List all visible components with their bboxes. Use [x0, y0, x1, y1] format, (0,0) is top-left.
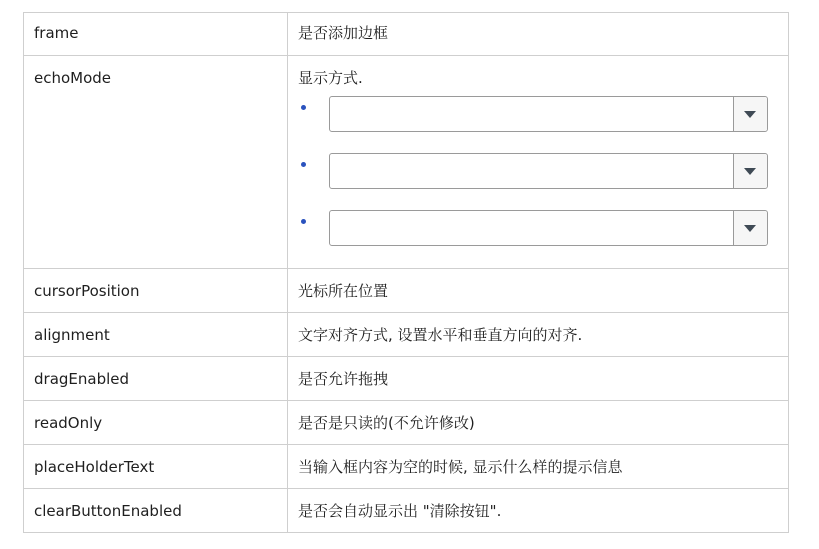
bullet-icon — [301, 219, 306, 224]
property-desc-cell — [288, 56, 789, 269]
property-name: echoMode — [34, 69, 112, 87]
property-description: 是否会自动显示出 "清除按钮". — [298, 502, 502, 520]
table-row-cursorposition — [24, 269, 789, 313]
property-desc-cell — [288, 269, 789, 313]
property-name-cell — [24, 313, 288, 357]
property-table — [23, 12, 789, 533]
property-name: frame — [34, 24, 79, 42]
property-name: readOnly — [34, 414, 103, 432]
echo-mode-combobox-3[interactable] — [329, 210, 768, 246]
dropdown-button[interactable] — [733, 211, 767, 245]
chevron-down-icon — [744, 225, 756, 232]
property-name-cell — [24, 357, 288, 401]
echo-mode-combobox-1[interactable] — [329, 96, 768, 132]
property-name: dragEnabled — [34, 370, 130, 388]
property-desc-cell — [288, 13, 789, 56]
list-item — [298, 96, 778, 134]
property-name-cell — [24, 269, 288, 313]
echo-mode-option-list — [298, 96, 778, 248]
table-row-echomode — [24, 56, 789, 269]
table-row-alignment — [24, 313, 789, 357]
property-desc-cell — [288, 489, 789, 533]
property-description: 是否允许拖拽 — [298, 370, 389, 388]
chevron-down-icon — [744, 111, 756, 118]
property-desc-cell — [288, 401, 789, 445]
property-name-cell — [24, 56, 288, 269]
chevron-down-icon — [744, 168, 756, 175]
list-item — [298, 210, 778, 248]
table-row-frame — [24, 13, 789, 56]
property-name-cell — [24, 445, 288, 489]
property-name: cursorPosition — [34, 282, 140, 300]
property-description: 是否添加边框 — [298, 24, 389, 42]
property-name: clearButtonEnabled — [34, 502, 182, 520]
dropdown-button[interactable] — [733, 154, 767, 188]
property-description: 文字对齐方式, 设置水平和垂直方向的对齐. — [298, 326, 583, 344]
dropdown-button[interactable] — [733, 97, 767, 131]
property-desc-cell — [288, 445, 789, 489]
property-description: 当输入框内容为空的时候, 显示什么样的提示信息 — [298, 458, 623, 476]
property-name: alignment — [34, 326, 110, 344]
list-item — [298, 153, 778, 191]
property-description: 光标所在位置 — [298, 282, 389, 300]
property-description: 显示方式. — [298, 69, 363, 87]
property-description: 是否是只读的(不允许修改) — [298, 414, 475, 432]
property-desc-cell — [288, 357, 789, 401]
property-name: placeHolderText — [34, 458, 155, 476]
table-row-placeholdertext — [24, 445, 789, 489]
bullet-icon — [301, 105, 306, 110]
property-name-cell — [24, 489, 288, 533]
property-desc-cell — [288, 313, 789, 357]
table-row-readonly — [24, 401, 789, 445]
property-name-cell — [24, 401, 288, 445]
table-row-clearbuttonenabled — [24, 489, 789, 533]
property-name-cell — [24, 13, 288, 56]
table-row-dragenabled — [24, 357, 789, 401]
bullet-icon — [301, 162, 306, 167]
echo-mode-combobox-2[interactable] — [329, 153, 768, 189]
